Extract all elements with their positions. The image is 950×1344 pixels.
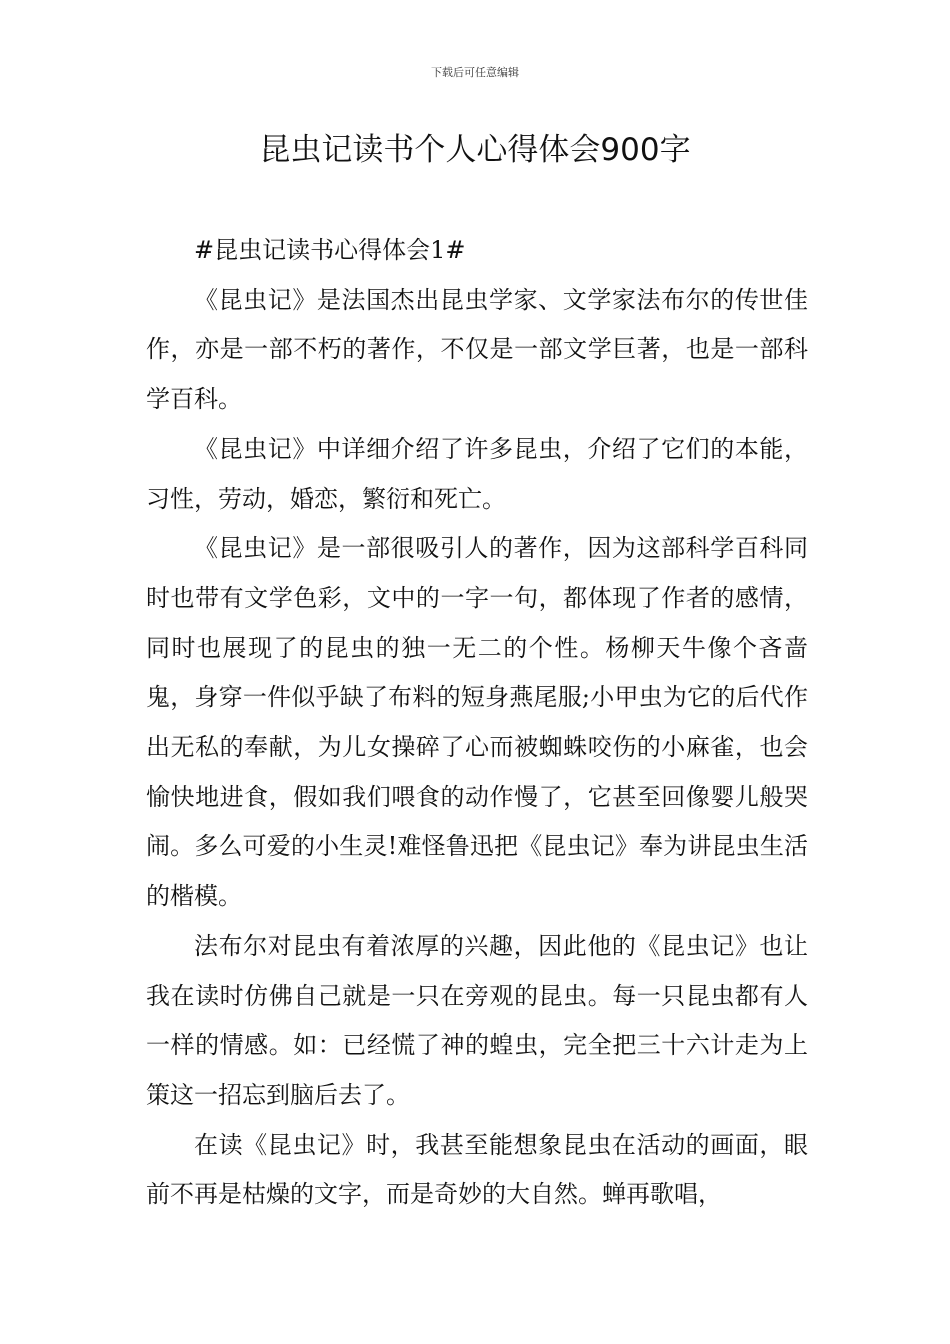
paragraph: 《昆虫记》中详细介绍了许多昆虫，介绍了它们的本能，习性，劳动，婚恋，繁衍和死亡。 — [146, 434, 808, 513]
header-note: 下载后可任意编辑 — [431, 66, 519, 79]
paragraph: 《昆虫记》是一部很吸引人的著作，因为这部科学百科同时也带有文学色彩，文中的一字一句，都体现了作者的感情，同时也展现了的昆虫的独一无二的个性。杨柳天牛像个吝啬鬼，身穿一件似乎缺了布料的短身燕尾服;小甲虫为它的后代作出无私的奉献，为儿女操碎了心而被蜘蛛咬伤的小麻雀，也会愉快地进食，假如我们喂食的动作慢了，它甚至回像婴儿般哭闹。多么可爱的小生灵!难怪鲁迅把《昆虫记》奉为讲昆虫生活的楷模。 — [146, 534, 808, 911]
paragraph: 法布尔对昆虫有着浓厚的兴趣，因此他的《昆虫记》也让我在读时仿佛自己就是一只在旁观的昆虫。每一只昆虫都有人一样的情感。如：已经慌了神的蝗虫，完全把三十六计走为上策这一招忘到脑后去了。 — [146, 931, 808, 1109]
section-heading: #昆虫记读书心得体会1# — [194, 236, 466, 264]
paragraph: 在读《昆虫记》时，我甚至能想象昆虫在活动的画面，眼前不再是枯燥的文字，而是奇妙的大自然。蝉再歌唱， — [146, 1130, 808, 1209]
page-title: 昆虫记读书个人心得体会900字 — [259, 132, 691, 168]
document-body — [146, 226, 808, 1220]
paragraph: 《昆虫记》是法国杰出昆虫学家、文学家法布尔的传世佳作，亦是一部不朽的著作，不仅是一部文学巨著，也是一部科学百科。 — [146, 285, 808, 414]
